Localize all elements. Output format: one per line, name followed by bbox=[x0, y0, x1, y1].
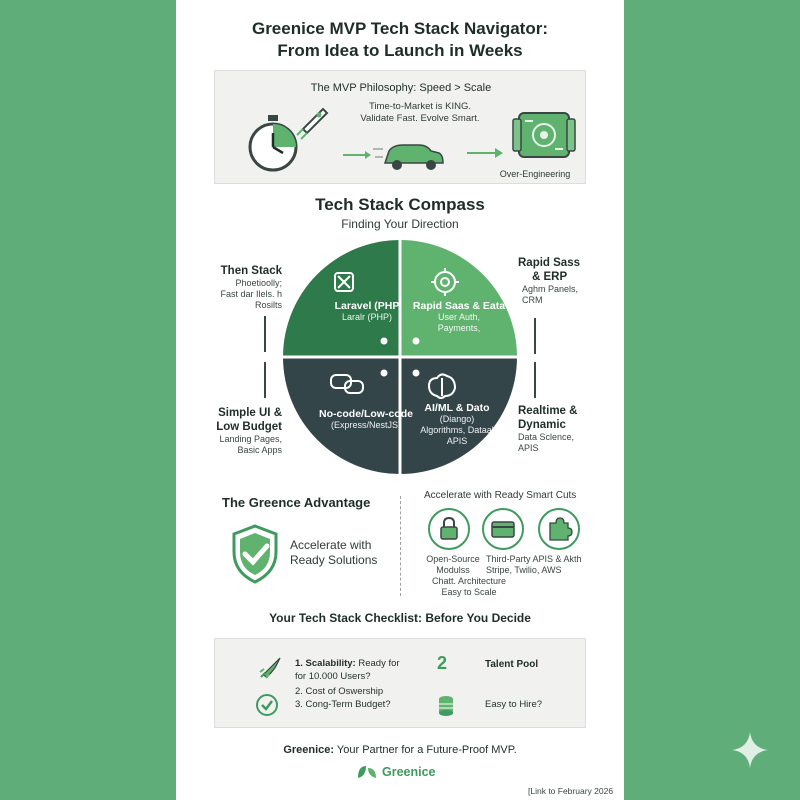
left-top-line-3: Rosilts bbox=[254, 300, 282, 310]
third-party-line-1: Third-Party APIS & Akth bbox=[486, 554, 582, 564]
left-bottom-line-2: Basic Apps bbox=[237, 445, 282, 455]
sparkle-icon bbox=[730, 730, 770, 770]
advantage-title: The Greence Advantage bbox=[222, 495, 371, 510]
quadrant-tr-main: Rapid Saas & Eata bbox=[412, 300, 506, 312]
right-bottom-line-1: Data Sclence, bbox=[518, 432, 575, 442]
architecture-line-1: Chatt. Architecture bbox=[431, 576, 507, 586]
open-source-line-2: Modulss bbox=[436, 565, 470, 575]
quadrant-tr-sub2: Payments, bbox=[437, 323, 481, 333]
compass-subtitle: Finding Your Direction bbox=[341, 217, 459, 231]
quadrant-bl-sub: (Express/NestJS) bbox=[330, 420, 401, 430]
puzzle-icon bbox=[540, 510, 578, 548]
quadrant-tr-label bbox=[404, 300, 514, 334]
checklist-item-1-bold: 1. Scalability: bbox=[295, 658, 356, 669]
philosophy-line-1: Time-to-Market is KING. bbox=[368, 101, 472, 112]
quadrant-tl-sub: Laralr (PHP) bbox=[341, 312, 392, 322]
quadrant-tr-sub1: User Auth, bbox=[437, 312, 481, 322]
partner-bold: Greenice: bbox=[283, 744, 335, 756]
third-party-line-2: Stripe, Twilio, AWS bbox=[486, 565, 562, 575]
partner-tagline bbox=[176, 744, 624, 756]
title-line-2: From Idea to Launch in Weeks bbox=[277, 41, 523, 60]
left-connector-bottom bbox=[264, 362, 266, 398]
car-icon bbox=[343, 135, 463, 175]
architecture-line-2: Easy to Scale bbox=[441, 587, 497, 597]
talent-number: 2 bbox=[437, 653, 448, 673]
section-divider bbox=[400, 496, 401, 596]
puzzle-icon-circle bbox=[538, 508, 580, 550]
left-top-title: Then Stack bbox=[220, 265, 282, 277]
checklist-panel bbox=[214, 638, 586, 728]
right-top-title-2: & ERP bbox=[532, 271, 568, 283]
database-icon bbox=[437, 695, 455, 717]
checklist-items bbox=[295, 657, 400, 711]
right-bottom-title-1: Realtime & bbox=[518, 405, 578, 417]
advantage-line-1: Accelerate with bbox=[290, 538, 372, 552]
checklist-item-3: 3. Cong-Term Budget? bbox=[295, 699, 391, 710]
philosophy-title: The MVP Philosophy: Speed > Scale bbox=[310, 82, 492, 94]
left-top-line-2: Fast dar Ilels. h bbox=[220, 289, 282, 299]
checklist-title: Your Tech Stack Checklist: Before You Decide bbox=[269, 611, 531, 625]
checklist-item-1 bbox=[295, 657, 400, 670]
left-bottom-line-1: Landing Pages, bbox=[219, 434, 282, 444]
compass-title: Tech Stack Compass bbox=[315, 195, 485, 214]
infographic-page bbox=[176, 0, 624, 800]
open-source-line-1: Open-Source bbox=[426, 554, 480, 564]
credit-card-icon bbox=[484, 510, 522, 548]
left-bottom-note bbox=[196, 406, 282, 456]
card-icon-circle bbox=[482, 508, 524, 550]
right-top-title-1: Rapid Sass bbox=[518, 257, 580, 269]
title-line-1: Greenice MVP Tech Stack Navigator: bbox=[251, 19, 549, 38]
footer-link[interactable]: [Link to February 2026 bbox=[528, 786, 614, 796]
checklist-item-1-line-2: for 10.000 Users? bbox=[295, 671, 371, 682]
advantage-text bbox=[290, 538, 377, 568]
left-top-line-1: Phoetioolly; bbox=[235, 278, 282, 288]
checklist-item-1-rest: Ready for bbox=[358, 658, 400, 669]
rocket-icon bbox=[257, 655, 283, 681]
quadrant-br-label bbox=[402, 402, 512, 447]
philosophy-panel bbox=[214, 70, 586, 184]
check-circle-icon bbox=[255, 693, 279, 717]
quadrant-br-sub2: Algorithms, Dataal bbox=[420, 425, 494, 435]
left-top-note bbox=[204, 264, 282, 311]
partner-rest: Your Partner for a Future-Proof MVP. bbox=[336, 744, 517, 756]
right-top-line-2: CRM bbox=[522, 295, 543, 305]
advantage-line-2: Ready Solutions bbox=[290, 553, 378, 567]
right-connector-bottom bbox=[534, 362, 536, 398]
right-top-note bbox=[518, 256, 608, 306]
talent-pool-label: Talent Pool bbox=[485, 659, 539, 670]
right-bottom-title-2: Dynamic bbox=[518, 419, 566, 431]
checklist-item-2: 2. Cost of Oswership bbox=[295, 686, 384, 697]
arrow-right-icon bbox=[465, 145, 505, 161]
easy-hire-label: Easy to Hire? bbox=[485, 699, 543, 710]
shield-check-icon bbox=[230, 524, 280, 584]
machine-icon bbox=[511, 107, 577, 163]
right-bottom-line-2: APIS bbox=[518, 443, 539, 453]
greenice-logo bbox=[356, 764, 436, 780]
stopwatch-rocket-icon bbox=[245, 105, 335, 177]
quadrant-br-sub3: APIS bbox=[446, 436, 468, 446]
quadrant-bl-main: No-code/Low-code bbox=[319, 408, 413, 420]
left-bottom-title-1: Simple UI & bbox=[218, 407, 282, 419]
open-source-label bbox=[418, 554, 488, 576]
philosophy-line-2: Validate Fast. Evolve Smart. bbox=[360, 113, 480, 124]
quadrant-br-sub1: (Diango) bbox=[439, 414, 475, 424]
left-bottom-title-2: Low Budget bbox=[216, 421, 282, 433]
logo-text: Greenice bbox=[382, 765, 436, 779]
quadrant-tl-main: Laravel (PHP bbox=[334, 300, 400, 312]
over-engineering-label: Over-Engineering bbox=[499, 169, 571, 179]
lock-icon bbox=[430, 510, 468, 548]
leaf-logo-icon bbox=[356, 764, 378, 780]
quadrant-br-main: AI/ML & Dato bbox=[424, 402, 490, 414]
right-bottom-note bbox=[518, 404, 608, 454]
shortcuts-title: Accelerate with Ready Smart Cuts bbox=[424, 490, 577, 501]
lock-icon-circle bbox=[428, 508, 470, 550]
third-party-label bbox=[486, 554, 612, 576]
right-top-line-1: Aghm Panels, bbox=[522, 284, 579, 294]
page-title bbox=[176, 18, 624, 62]
right-connector-top bbox=[534, 318, 536, 354]
left-connector-top bbox=[264, 316, 266, 352]
architecture-label bbox=[424, 576, 514, 598]
